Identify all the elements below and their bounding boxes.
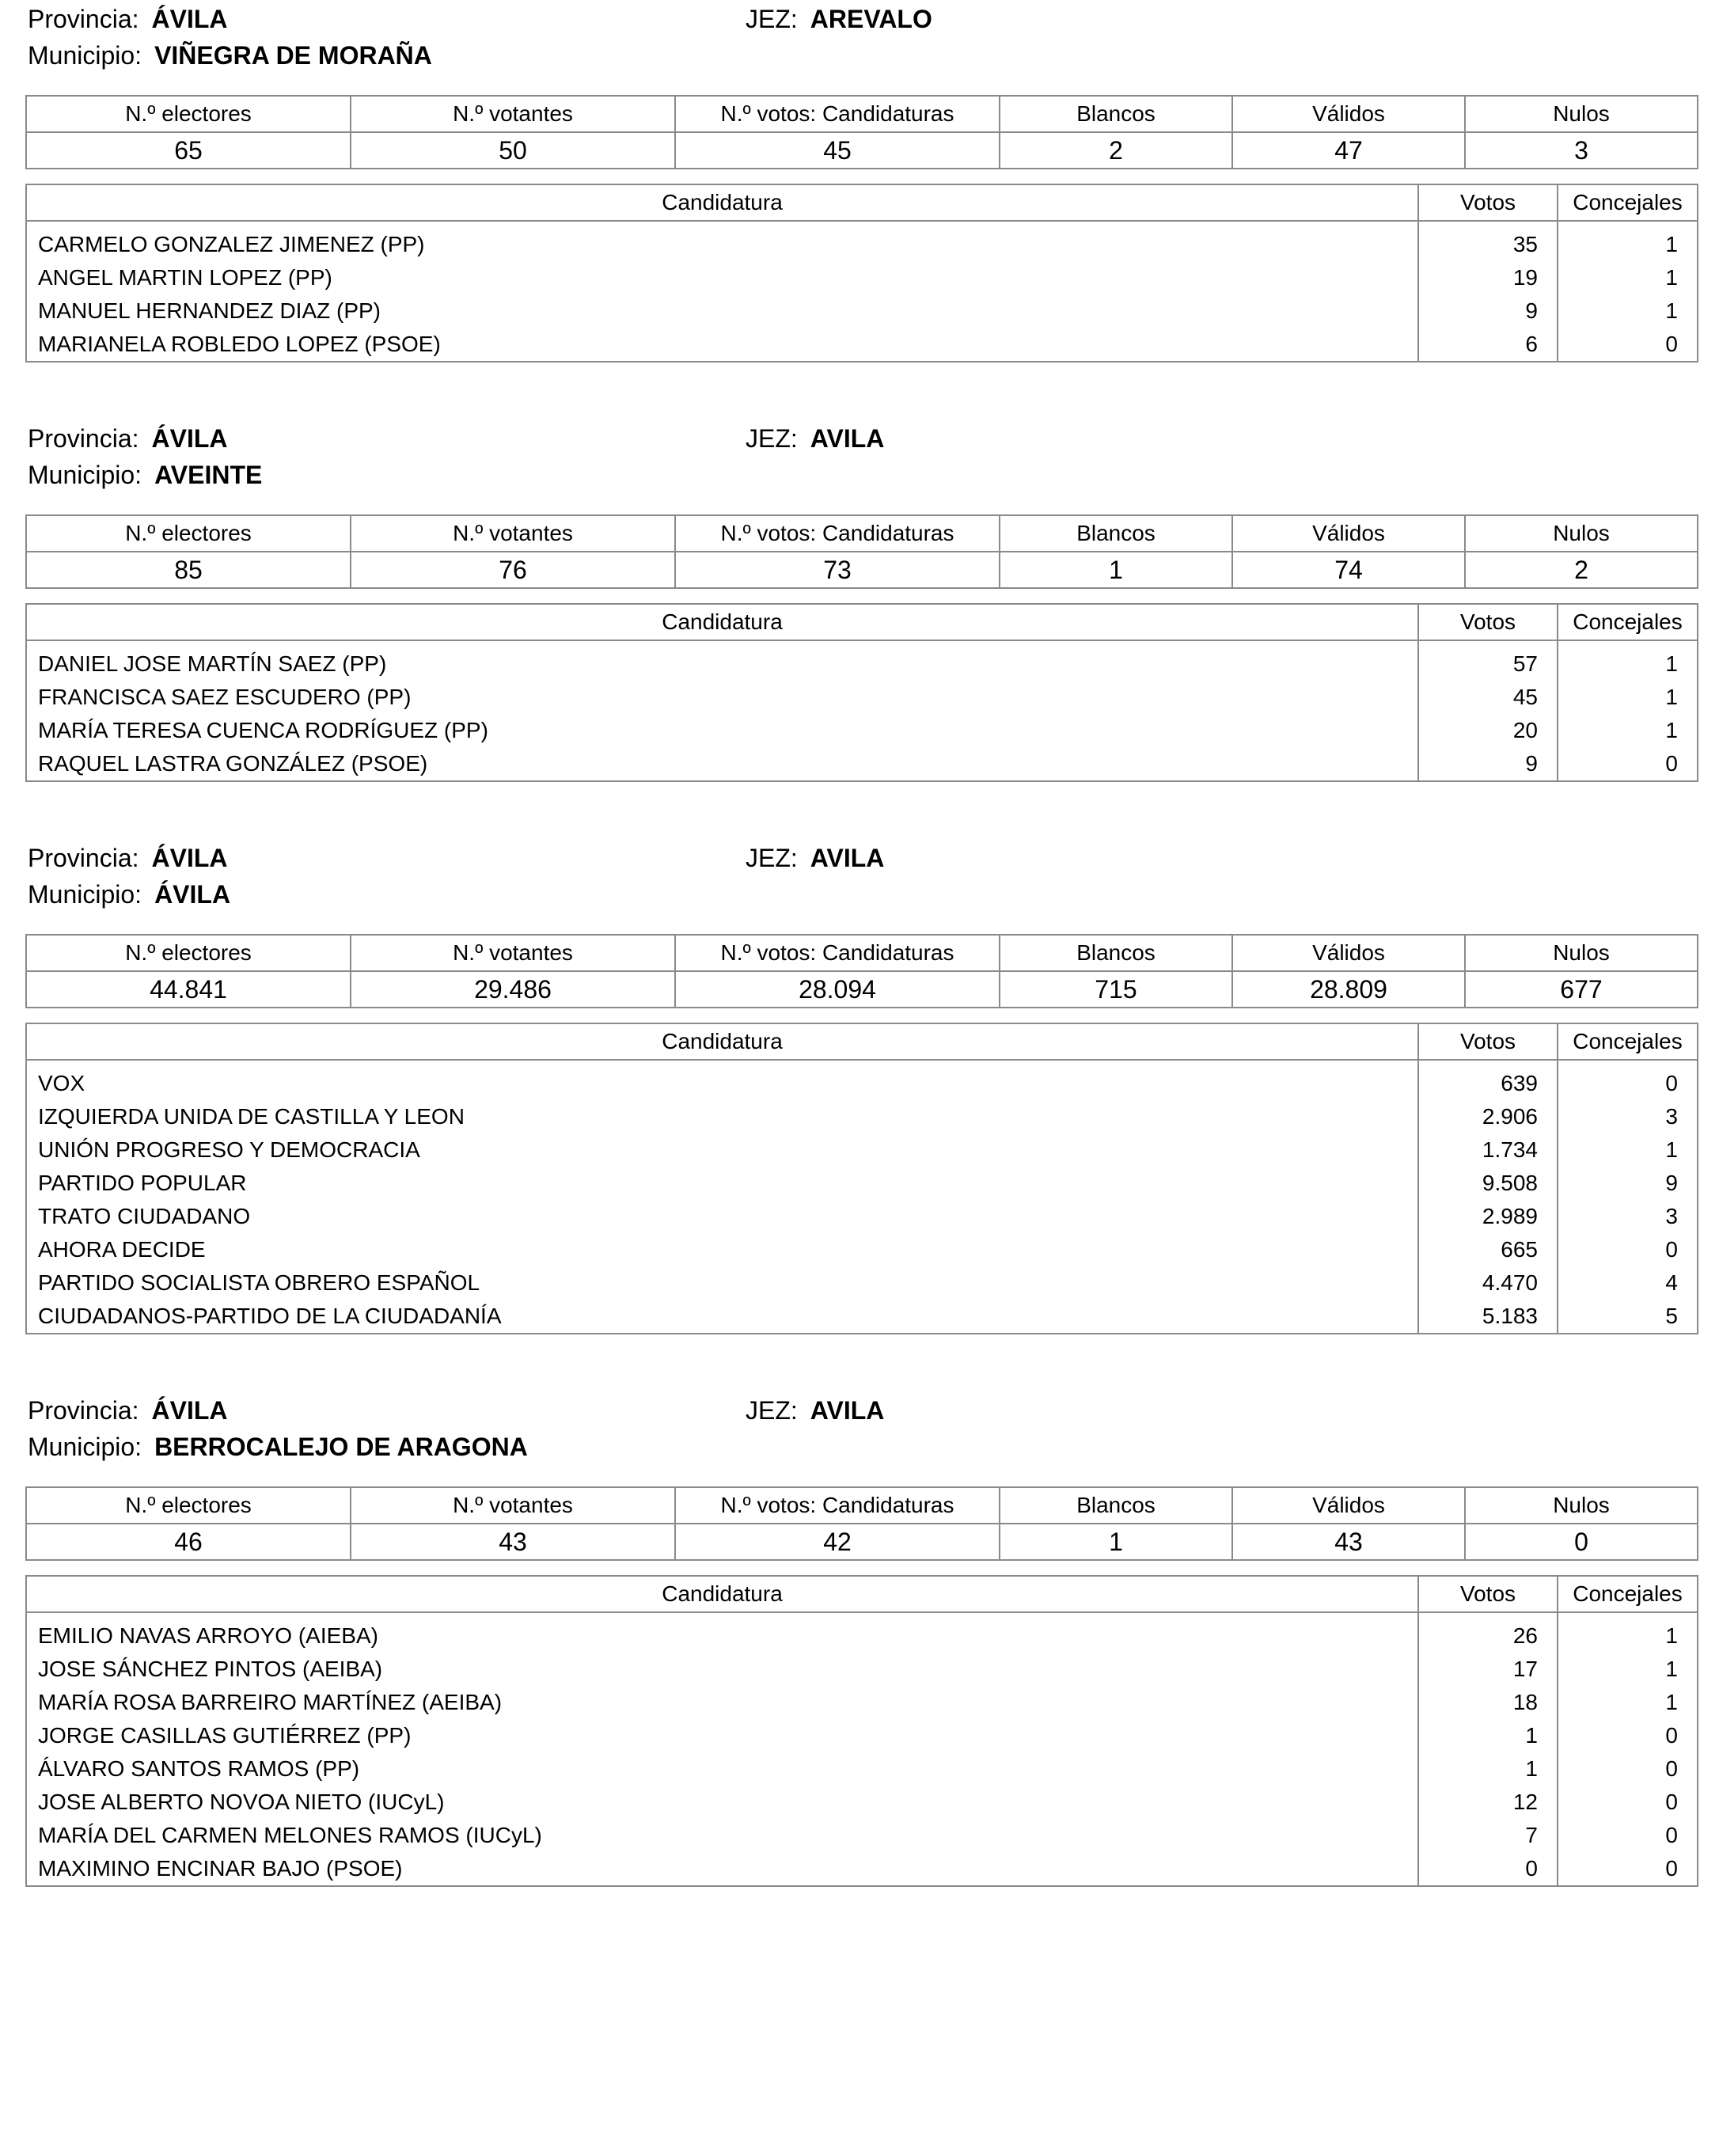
- table-row: [26, 1167, 1698, 1200]
- candidaturas-table: [25, 1575, 1698, 1887]
- votos-value: 5.183: [1418, 1300, 1558, 1334]
- candidatura-name: ANGEL MARTIN LOPEZ (PP): [26, 261, 1418, 294]
- value-blancos: 2: [1000, 132, 1232, 169]
- table-row: [26, 1060, 1698, 1100]
- summary-value-row: [26, 552, 1698, 588]
- concejales-value: 9: [1558, 1167, 1698, 1200]
- header-nulos: Nulos: [1465, 935, 1698, 971]
- header-votos-candidaturas: N.º votos: Candidaturas: [675, 1487, 1000, 1524]
- header-votos: Votos: [1418, 604, 1558, 640]
- votos-value: 1.734: [1418, 1133, 1558, 1167]
- header-electores: N.º electores: [26, 96, 351, 132]
- candidaturas-table: [25, 603, 1698, 782]
- concejales-value: 1: [1558, 640, 1698, 681]
- candidatura-name: IZQUIERDA UNIDA DE CASTILLA Y LEON: [26, 1100, 1418, 1133]
- summary-table: [25, 934, 1698, 1008]
- header-blancos: Blancos: [1000, 96, 1232, 132]
- votos-value: 20: [1418, 714, 1558, 747]
- concejales-value: 1: [1558, 714, 1698, 747]
- value-votantes: 43: [351, 1524, 675, 1560]
- header-validos: Válidos: [1232, 935, 1465, 971]
- concejales-value: 1: [1558, 1686, 1698, 1719]
- jez-value: AREVALO: [810, 5, 932, 33]
- concejales-value: 1: [1558, 294, 1698, 328]
- votos-value: 2.906: [1418, 1100, 1558, 1133]
- candidaturas-header-row: [26, 184, 1698, 221]
- header-votantes: N.º votantes: [351, 515, 675, 552]
- value-votantes: 29.486: [351, 971, 675, 1008]
- concejales-value: 0: [1558, 1786, 1698, 1819]
- candidatura-name: MARÍA DEL CARMEN MELONES RAMOS (IUCyL): [26, 1819, 1418, 1852]
- concejales-value: 0: [1558, 1060, 1698, 1100]
- jez-line: [746, 1391, 884, 1429]
- municipio-value: AVEINTE: [154, 461, 263, 489]
- candidatura-name: TRATO CIUDADANO: [26, 1200, 1418, 1233]
- summary-header-row: [26, 515, 1698, 552]
- votos-value: 45: [1418, 681, 1558, 714]
- value-validos: 28.809: [1232, 971, 1465, 1008]
- header-candidatura: Candidatura: [26, 1576, 1418, 1612]
- votos-value: 9.508: [1418, 1167, 1558, 1200]
- votos-value: 17: [1418, 1653, 1558, 1686]
- header-votos: Votos: [1418, 1576, 1558, 1612]
- header-nulos: Nulos: [1465, 96, 1698, 132]
- candidatura-name: DANIEL JOSE MARTÍN SAEZ (PP): [26, 640, 1418, 681]
- candidatura-name: MARÍA ROSA BARREIRO MARTÍNEZ (AEIBA): [26, 1686, 1418, 1719]
- header-blancos: Blancos: [1000, 515, 1232, 552]
- header-validos: Válidos: [1232, 1487, 1465, 1524]
- summary-header-row: [26, 1487, 1698, 1524]
- jez-value: AVILA: [810, 1396, 885, 1425]
- provincia-label: Provincia:: [28, 844, 139, 872]
- value-votos-candidaturas: 28.094: [675, 971, 1000, 1008]
- table-row: [26, 681, 1698, 714]
- votos-value: 35: [1418, 221, 1558, 261]
- header-blancos: Blancos: [1000, 1487, 1232, 1524]
- municipio-label: Municipio:: [28, 1433, 142, 1461]
- table-row: [26, 714, 1698, 747]
- concejales-value: 0: [1558, 1819, 1698, 1852]
- municipio-line: [28, 1428, 528, 1466]
- summary-header-row: [26, 935, 1698, 971]
- municipio-value: ÁVILA: [154, 880, 231, 909]
- votos-value: 0: [1418, 1852, 1558, 1886]
- votos-value: 18: [1418, 1686, 1558, 1719]
- municipio-line: [28, 456, 262, 494]
- table-row: [26, 1653, 1698, 1686]
- concejales-value: 3: [1558, 1100, 1698, 1133]
- concejales-value: 1: [1558, 1653, 1698, 1686]
- concejales-value: 1: [1558, 1133, 1698, 1167]
- header-nulos: Nulos: [1465, 1487, 1698, 1524]
- provincia-value: ÁVILA: [151, 1396, 228, 1425]
- concejales-value: 1: [1558, 681, 1698, 714]
- header-electores: N.º electores: [26, 1487, 351, 1524]
- votos-value: 26: [1418, 1612, 1558, 1653]
- table-row: [26, 1819, 1698, 1852]
- concejales-value: 3: [1558, 1200, 1698, 1233]
- municipio-value: VIÑEGRA DE MORAÑA: [154, 41, 432, 70]
- jez-line: [746, 839, 884, 877]
- header-electores: N.º electores: [26, 935, 351, 971]
- candidaturas-header-row: [26, 1576, 1698, 1612]
- header-concejales: Concejales: [1558, 184, 1698, 221]
- value-validos: 74: [1232, 552, 1465, 588]
- header-votos-candidaturas: N.º votos: Candidaturas: [675, 515, 1000, 552]
- municipio-label: Municipio:: [28, 880, 142, 909]
- provincia-value: ÁVILA: [151, 424, 228, 453]
- votos-value: 7: [1418, 1819, 1558, 1852]
- value-nulos: 3: [1465, 132, 1698, 169]
- header-validos: Válidos: [1232, 515, 1465, 552]
- value-nulos: 0: [1465, 1524, 1698, 1560]
- value-nulos: 677: [1465, 971, 1698, 1008]
- votos-value: 19: [1418, 261, 1558, 294]
- candidatura-name: UNIÓN PROGRESO Y DEMOCRACIA: [26, 1133, 1418, 1167]
- votos-value: 57: [1418, 640, 1558, 681]
- municipio-label: Municipio:: [28, 461, 142, 489]
- table-row: [26, 1133, 1698, 1167]
- provincia-label: Provincia:: [28, 5, 139, 33]
- table-row: [26, 1852, 1698, 1886]
- summary-header-row: [26, 96, 1698, 132]
- value-electores: 46: [26, 1524, 351, 1560]
- votos-value: 639: [1418, 1060, 1558, 1100]
- table-row: [26, 261, 1698, 294]
- candidatura-name: MAXIMINO ENCINAR BAJO (PSOE): [26, 1852, 1418, 1886]
- header-candidatura: Candidatura: [26, 604, 1418, 640]
- jez-label: JEZ:: [746, 844, 798, 872]
- concejales-value: 0: [1558, 328, 1698, 362]
- jez-value: AVILA: [810, 844, 885, 872]
- header-votantes: N.º votantes: [351, 1487, 675, 1524]
- candidatura-name: MARÍA TERESA CUENCA RODRÍGUEZ (PP): [26, 714, 1418, 747]
- candidatura-name: FRANCISCA SAEZ ESCUDERO (PP): [26, 681, 1418, 714]
- concejales-value: 0: [1558, 1852, 1698, 1886]
- header-validos: Válidos: [1232, 96, 1465, 132]
- provincia-label: Provincia:: [28, 1396, 139, 1425]
- candidatura-name: JOSE SÁNCHEZ PINTOS (AEIBA): [26, 1653, 1418, 1686]
- table-row: [26, 640, 1698, 681]
- header-concejales: Concejales: [1558, 1576, 1698, 1612]
- header-nulos: Nulos: [1465, 515, 1698, 552]
- jez-label: JEZ:: [746, 1396, 798, 1425]
- candidatura-name: MARIANELA ROBLEDO LOPEZ (PSOE): [26, 328, 1418, 362]
- value-electores: 65: [26, 132, 351, 169]
- votos-value: 9: [1418, 747, 1558, 781]
- provincia-value: ÁVILA: [151, 5, 228, 33]
- concejales-value: 1: [1558, 261, 1698, 294]
- candidaturas-header-row: [26, 1023, 1698, 1060]
- table-row: [26, 221, 1698, 261]
- table-row: [26, 1752, 1698, 1786]
- concejales-value: 0: [1558, 1752, 1698, 1786]
- jez-value: AVILA: [810, 424, 885, 453]
- header-votos-candidaturas: N.º votos: Candidaturas: [675, 935, 1000, 971]
- header-votos: Votos: [1418, 1023, 1558, 1060]
- value-electores: 44.841: [26, 971, 351, 1008]
- candidatura-name: AHORA DECIDE: [26, 1233, 1418, 1266]
- value-nulos: 2: [1465, 552, 1698, 588]
- candidatura-name: JOSE ALBERTO NOVOA NIETO (IUCyL): [26, 1786, 1418, 1819]
- candidatura-name: ÁLVARO SANTOS RAMOS (PP): [26, 1752, 1418, 1786]
- concejales-value: 0: [1558, 747, 1698, 781]
- candidatura-name: CIUDADANOS-PARTIDO DE LA CIUDADANÍA: [26, 1300, 1418, 1334]
- table-row: [26, 1266, 1698, 1300]
- concejales-value: 4: [1558, 1266, 1698, 1300]
- votos-value: 9: [1418, 294, 1558, 328]
- summary-table: [25, 1486, 1698, 1561]
- municipio-line: [28, 875, 230, 913]
- candidatura-name: PARTIDO SOCIALISTA OBRERO ESPAÑOL: [26, 1266, 1418, 1300]
- value-votos-candidaturas: 42: [675, 1524, 1000, 1560]
- table-row: [26, 1612, 1698, 1653]
- summary-value-row: [26, 132, 1698, 169]
- value-validos: 43: [1232, 1524, 1465, 1560]
- table-row: [26, 294, 1698, 328]
- votos-value: 665: [1418, 1233, 1558, 1266]
- jez-label: JEZ:: [746, 424, 798, 453]
- value-blancos: 1: [1000, 552, 1232, 588]
- table-row: [26, 1233, 1698, 1266]
- header-candidatura: Candidatura: [26, 184, 1418, 221]
- provincia-line: [28, 839, 228, 877]
- municipio-label: Municipio:: [28, 41, 142, 70]
- summary-value-row: [26, 971, 1698, 1008]
- candidatura-name: CARMELO GONZALEZ JIMENEZ (PP): [26, 221, 1418, 261]
- candidaturas-header-row: [26, 604, 1698, 640]
- municipio-line: [28, 36, 432, 74]
- value-blancos: 1: [1000, 1524, 1232, 1560]
- concejales-value: 0: [1558, 1719, 1698, 1752]
- candidatura-name: VOX: [26, 1060, 1418, 1100]
- value-votos-candidaturas: 73: [675, 552, 1000, 588]
- concejales-value: 1: [1558, 1612, 1698, 1653]
- value-blancos: 715: [1000, 971, 1232, 1008]
- provincia-line: [28, 419, 228, 457]
- candidatura-name: MANUEL HERNANDEZ DIAZ (PP): [26, 294, 1418, 328]
- votos-value: 2.989: [1418, 1200, 1558, 1233]
- table-row: [26, 1686, 1698, 1719]
- summary-table: [25, 514, 1698, 589]
- votos-value: 6: [1418, 328, 1558, 362]
- jez-line: [746, 0, 932, 38]
- provincia-value: ÁVILA: [151, 844, 228, 872]
- header-votos: Votos: [1418, 184, 1558, 221]
- concejales-value: 0: [1558, 1233, 1698, 1266]
- jez-label: JEZ:: [746, 5, 798, 33]
- value-votantes: 76: [351, 552, 675, 588]
- summary-value-row: [26, 1524, 1698, 1560]
- concejales-value: 5: [1558, 1300, 1698, 1334]
- votos-value: 4.470: [1418, 1266, 1558, 1300]
- provincia-label: Provincia:: [28, 424, 139, 453]
- summary-table: [25, 95, 1698, 169]
- header-votantes: N.º votantes: [351, 96, 675, 132]
- table-row: [26, 747, 1698, 781]
- header-votos-candidaturas: N.º votos: Candidaturas: [675, 96, 1000, 132]
- table-row: [26, 1300, 1698, 1334]
- concejales-value: 1: [1558, 221, 1698, 261]
- header-electores: N.º electores: [26, 515, 351, 552]
- table-row: [26, 1100, 1698, 1133]
- value-electores: 85: [26, 552, 351, 588]
- provincia-line: [28, 1391, 228, 1429]
- candidatura-name: PARTIDO POPULAR: [26, 1167, 1418, 1200]
- value-votos-candidaturas: 45: [675, 132, 1000, 169]
- header-blancos: Blancos: [1000, 935, 1232, 971]
- table-row: [26, 1200, 1698, 1233]
- candidaturas-table: [25, 184, 1698, 362]
- votos-value: 1: [1418, 1719, 1558, 1752]
- value-validos: 47: [1232, 132, 1465, 169]
- value-votantes: 50: [351, 132, 675, 169]
- candidaturas-table: [25, 1023, 1698, 1334]
- table-row: [26, 1786, 1698, 1819]
- header-concejales: Concejales: [1558, 1023, 1698, 1060]
- candidatura-name: RAQUEL LASTRA GONZÁLEZ (PSOE): [26, 747, 1418, 781]
- votos-value: 12: [1418, 1786, 1558, 1819]
- candidatura-name: EMILIO NAVAS ARROYO (AIEBA): [26, 1612, 1418, 1653]
- votos-value: 1: [1418, 1752, 1558, 1786]
- header-votantes: N.º votantes: [351, 935, 675, 971]
- provincia-line: [28, 0, 228, 38]
- header-candidatura: Candidatura: [26, 1023, 1418, 1060]
- jez-line: [746, 419, 884, 457]
- table-row: [26, 328, 1698, 362]
- candidatura-name: JORGE CASILLAS GUTIÉRREZ (PP): [26, 1719, 1418, 1752]
- municipio-value: BERROCALEJO DE ARAGONA: [154, 1433, 528, 1461]
- table-row: [26, 1719, 1698, 1752]
- header-concejales: Concejales: [1558, 604, 1698, 640]
